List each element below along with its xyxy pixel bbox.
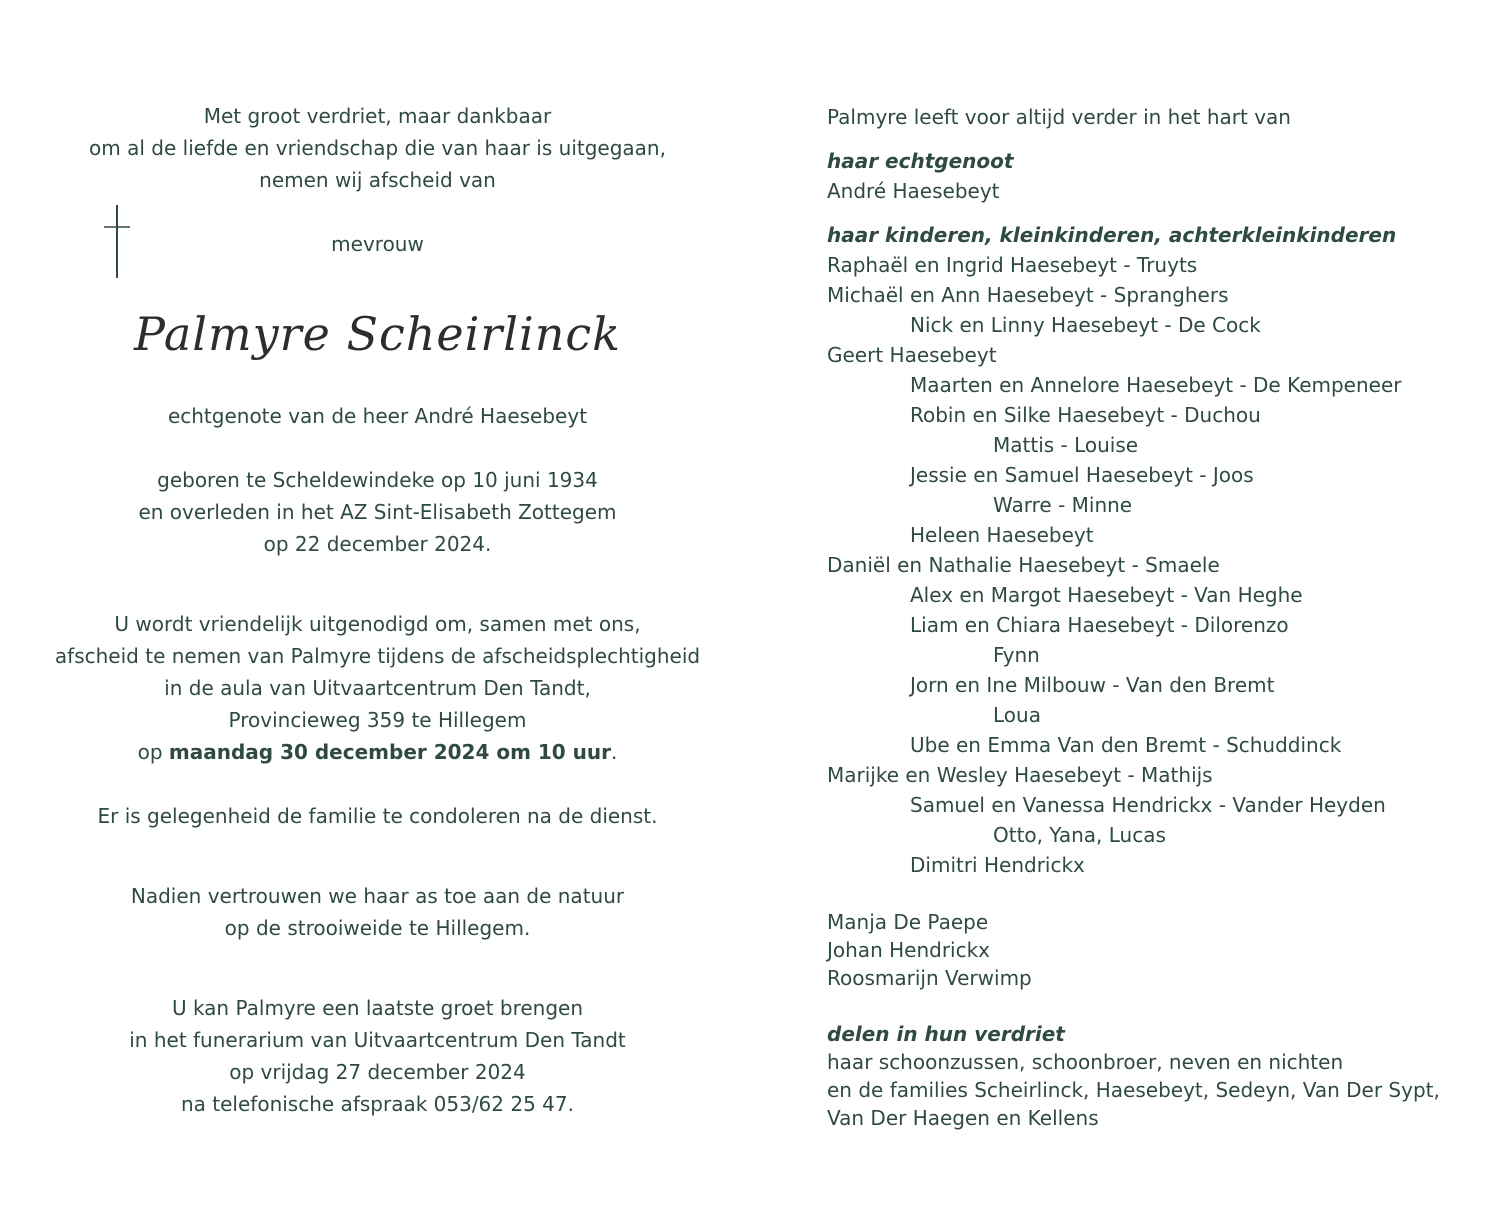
family-member: Raphaël en Ingrid Haesebeyt - Truyts	[827, 253, 1198, 277]
right-page	[827, 102, 1487, 1132]
family-member: Dimitri Hendrickx	[910, 853, 1085, 877]
intro-line: Met groot verdriet, maar dankbaar	[203, 104, 552, 128]
invitation-line: Provincieweg 359 te Hillegem	[228, 708, 527, 732]
family-heading: haar kinderen, kleinkinderen, achterkleinkinderen	[827, 223, 1397, 247]
family-list	[827, 250, 1487, 880]
family-member: Otto, Yana, Lucas	[993, 823, 1166, 847]
intro-line: nemen wij afscheid van	[259, 168, 496, 192]
share-heading: delen in hun verdriet	[827, 1022, 1065, 1046]
family-member: Ube en Emma Van den Bremt - Schuddinck	[910, 733, 1342, 757]
other-name: Manja De Paepe	[827, 910, 989, 934]
spouse-heading: haar echtgenoot	[827, 149, 1014, 173]
family-member: Mattis - Louise	[993, 433, 1139, 457]
invitation-line: U wordt vriendelijk uitgenodigd om, samen met ons,	[114, 612, 641, 636]
spouse-name: André Haesebeyt	[827, 179, 1000, 203]
left-page	[40, 100, 715, 1120]
family-member: Alex en Margot Haesebeyt - Van Heghe	[910, 583, 1303, 607]
ceremony-date-bold: maandag 30 december 2024 om 10 uur	[168, 740, 612, 764]
birth-death-line: geboren te Scheldewindeke op 10 juni 1934	[157, 468, 598, 492]
visit-line: in het funerarium van Uitvaartcentrum Den Tandt	[129, 1028, 626, 1052]
share-line: haar schoonzussen, schoonbroer, neven en nichten	[827, 1050, 1344, 1074]
family-member: Jessie en Samuel Haesebeyt - Joos	[910, 463, 1254, 487]
family-member: Geert Haesebeyt	[827, 343, 997, 367]
invitation-line: afscheid te nemen van Palmyre tijdens de afscheidsplechtigheid	[54, 644, 701, 668]
share-line: en de families Scheirlinck, Haesebeyt, Sedeyn, Van Der Sypt,	[827, 1078, 1440, 1102]
family-member: Heleen Haesebeyt	[910, 523, 1094, 547]
family-member: Liam en Chiara Haesebeyt - Dilorenzo	[910, 613, 1289, 637]
ashes-line: op de strooiweide te Hillegem.	[224, 916, 531, 940]
intro-line: om al de liefde en vriendschap die van haar is uitgegaan,	[89, 136, 666, 160]
condolence-line: Er is gelegenheid de familie te condoleren na de dienst.	[97, 804, 658, 828]
family-member: Samuel en Vanessa Hendrickx - Vander Heyden	[910, 793, 1386, 817]
visit-line: na telefonische afspraak 053/62 25 47.	[181, 1092, 574, 1116]
invitation-line: in de aula van Uitvaartcentrum Den Tandt,	[164, 676, 591, 700]
family-member: Robin en Silke Haesebeyt - Duchou	[910, 403, 1261, 427]
family-member: Maarten en Annelore Haesebeyt - De Kempeneer	[910, 373, 1402, 397]
family-member: Fynn	[993, 643, 1040, 667]
family-member: Warre - Minne	[993, 493, 1133, 517]
family-member: Loua	[993, 703, 1041, 727]
other-name: Johan Hendrickx	[827, 938, 991, 962]
spouse-line: echtgenote van de heer André Haesebeyt	[167, 404, 588, 428]
ceremony-date: op maandag 30 december 2024 om 10 uur.	[137, 740, 618, 764]
family-member: Marijke en Wesley Haesebeyt - Mathijs	[827, 763, 1213, 787]
visit-line: U kan Palmyre een laatste groet brengen	[171, 996, 584, 1020]
birth-death-line: en overleden in het AZ Sint-Elisabeth Zottegem	[138, 500, 617, 524]
birth-death-line: op 22 december 2024.	[263, 532, 492, 556]
deceased-name: Palmyre Scheirlinck	[134, 307, 621, 361]
family-member: Daniël en Nathalie Haesebeyt - Smaele	[827, 553, 1220, 577]
share-line: Van Der Haegen en Kellens	[827, 1106, 1099, 1130]
visit-line: op vrijdag 27 december 2024	[229, 1060, 526, 1084]
family-member: Michaël en Ann Haesebeyt - Spranghers	[827, 283, 1229, 307]
other-name: Roosmarijn Verwimp	[827, 966, 1032, 990]
right-intro: Palmyre leeft voor altijd verder in het hart van	[827, 105, 1291, 129]
family-member: Nick en Linny Haesebeyt - De Cock	[910, 313, 1261, 337]
family-member: Jorn en Ine Milbouw - Van den Bremt	[910, 673, 1275, 697]
title: mevrouw	[331, 232, 424, 256]
ashes-line: Nadien vertrouwen we haar as toe aan de natuur	[130, 884, 625, 908]
